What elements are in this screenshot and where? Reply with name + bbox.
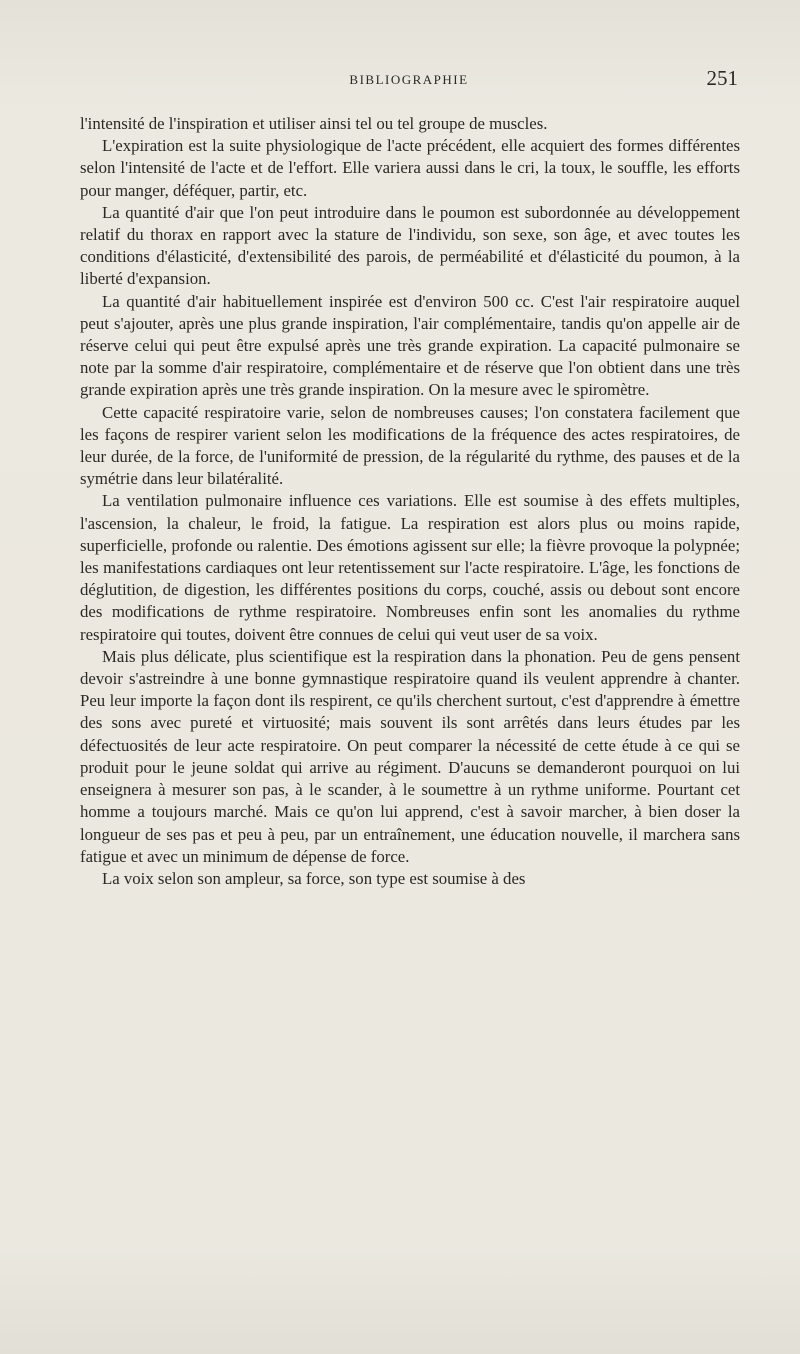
page-header	[80, 68, 738, 98]
paragraph: Mais plus délicate, plus scientifique est la respiration dans la phonation. Peu de gens pensent devoir s'astreindre à une bonne gymnastique respiratoire quand ils veulent apprendre à chanter. Peu leur importe la façon dont ils respirent, ce qu'ils cherchent surtout, c'est d'apprendre à émettre des sons avec pureté et virtuosité; mais souvent ils sont arrêtés dans leurs études par les défectuosités de leur acte respiratoire. On peut comparer la nécessité de cette étude à ce qui se produit pour le jeune soldat qui arrive au régiment. D'aucuns se demanderont pourquoi on lui enseignera à mesurer son pas, à le scander, à le soumettre à un rythme uniforme. Pourtant cet homme a toujours marché. Mais ce qu'on lui apprend, c'est à savoir marcher, à bien doser la longueur de ses pas et peu à peu, par un entraînement, une éducation nouvelle, il marchera sans fatigue et avec un minimum de dépense de force.	[80, 646, 740, 866]
paragraph: La quantité d'air habituellement inspirée est d'environ 500 cc. C'est l'air respiratoire auquel peut s'ajouter, après une plus grande inspiration, l'air complémentaire, tandis qu'on appelle air de réserve celui qui peut être expulsé après une très grande expiration. La capacité pulmonaire se note par la somme d'air respiratoire, complémentaire et de réserve que l'on obtient dans une très grande expiration après une très grande inspiration. On la mesure avec le spiromètre.	[80, 291, 740, 400]
page-number: 251	[706, 66, 738, 90]
paragraph: La quantité d'air que l'on peut introduire dans le poumon est subordonnée au développement relatif du thorax en rapport avec la stature de l'individu, son sexe, son âge, et avec toutes les conditions d'élasticité, d'extensibilité des parois, de perméabilité et d'élasticité du poumon, à la liberté d'expansion.	[80, 202, 740, 289]
body-text	[80, 113, 740, 890]
running-title: BIBLIOGRAPHIE	[349, 72, 469, 87]
paragraph: L'expiration est la suite physiologique de l'acte précédent, elle acquiert des formes différentes selon l'intensité de l'acte et de l'effort. Elle variera aussi dans le cri, la toux, le souffle, les efforts pour manger, déféquer, partir, etc.	[80, 136, 740, 200]
paragraph: Cette capacité respiratoire varie, selon de nombreuses causes; l'on constatera facilement que les façons de respirer varient selon les modifications de la fréquence des actes respiratoires, de leur durée, de la force, de l'uniformité de pression, de la régularité du rythme, des pauses et de la symétrie dans leur bilatéralité.	[80, 402, 740, 489]
paragraph: La voix selon son ampleur, sa force, son type est soumise à des	[102, 868, 526, 888]
paragraph: l'intensité de l'inspiration et utiliser ainsi tel ou tel groupe de muscles.	[80, 114, 548, 133]
paragraph: La ventilation pulmonaire influence ces variations. Elle est soumise à des effets multiples, l'ascension, la chaleur, le froid, la fatigue. La respiration est alors plus ou moins rapide, superficielle, profonde ou ralentie. Des émotions agissent sur elle; la fièvre provoque la polypnée; les manifestations cardiaques ont leur retentissement sur l'acte respiratoire. L'âge, les fonctions de déglutition, de digestion, les différentes positions du corps, couché, assis ou debout sont encore des modifications de rythme respiratoire. Nombreuses enfin sont les anomalies du rythme respiratoire qui toutes, doivent être connues de celui qui veut user de sa voix.	[80, 491, 740, 644]
